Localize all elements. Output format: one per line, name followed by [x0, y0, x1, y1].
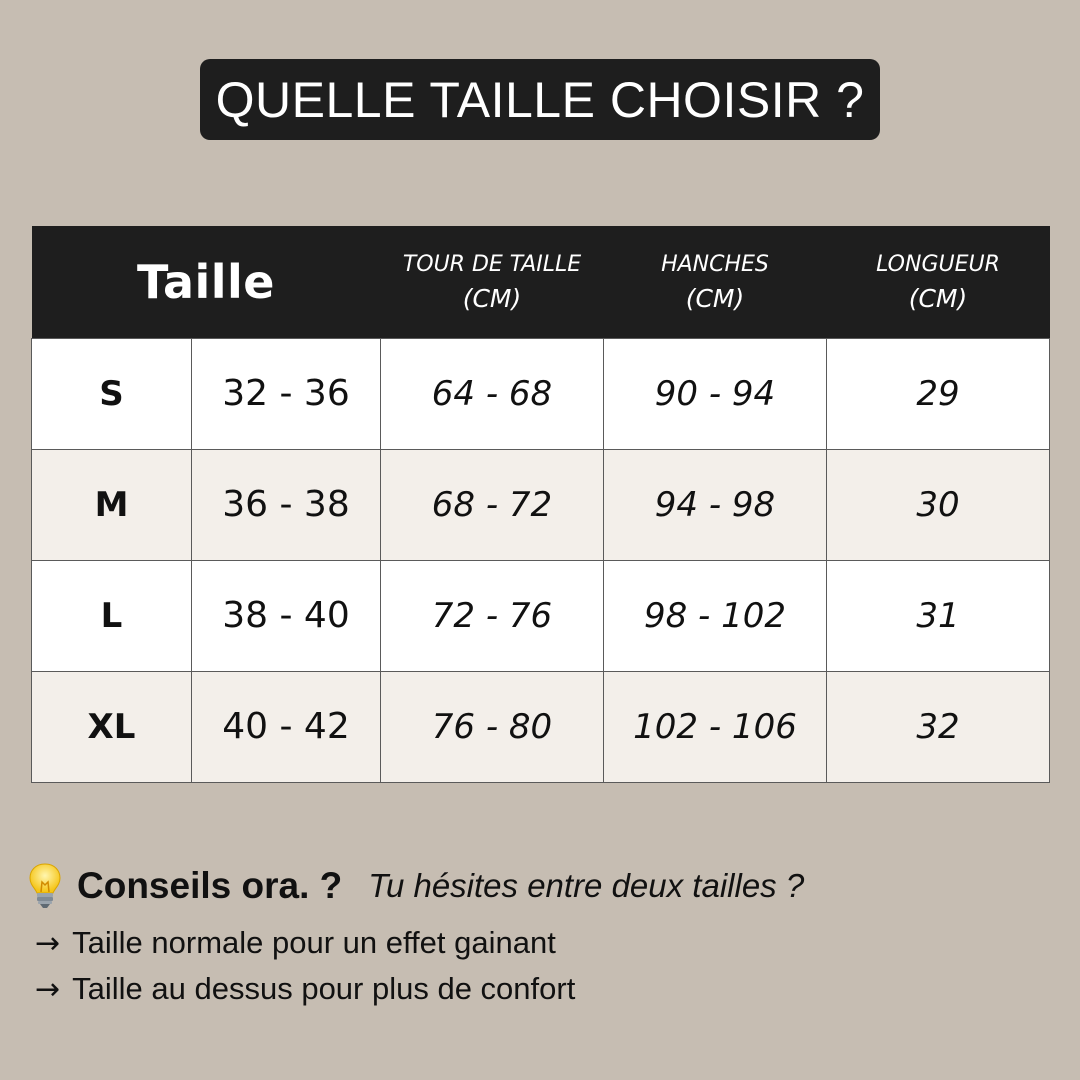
size-chart-table [31, 226, 1050, 783]
tips-section [27, 858, 1057, 1012]
longueur-cell: 30 [827, 449, 1050, 560]
tip-line [35, 920, 1057, 966]
hanches-cell: 102 - 106 [604, 671, 827, 782]
tips-header [27, 858, 1057, 914]
tour-de-taille-cell: 64 - 68 [381, 338, 604, 449]
hanches-cell: 98 - 102 [604, 560, 827, 671]
tips-title: Conseils ora. ? [77, 865, 343, 906]
header-taille: Taille [137, 254, 275, 309]
table-row [32, 449, 1050, 560]
table-header-row [32, 226, 1050, 338]
hanches-cell: 94 - 98 [604, 449, 827, 560]
tip-text: Taille au dessus pour plus de confort [72, 971, 576, 1006]
tour-de-taille-cell: 72 - 76 [381, 560, 604, 671]
table-row [32, 560, 1050, 671]
header-tour-de-taille-label: TOUR DE TAILLE [402, 251, 582, 277]
header-longueur-unit: (CM) [908, 283, 968, 313]
table-row [32, 671, 1050, 782]
table-row [32, 338, 1050, 449]
header-longueur-label: LONGUEUR [876, 251, 1000, 277]
size-cell: XL [32, 671, 192, 782]
tip-text: Taille normale pour un effet gainant [72, 925, 556, 960]
tour-de-taille-cell: 76 - 80 [381, 671, 604, 782]
header-tour-de-taille [381, 226, 604, 338]
longueur-cell: 29 [827, 338, 1050, 449]
lightbulb-icon [27, 862, 63, 910]
page-title: QUELLE TAILLE CHOISIR ? [200, 59, 880, 140]
size-cell: M [32, 449, 192, 560]
size-cell: S [32, 338, 192, 449]
eu-size-cell: 32 - 36 [192, 338, 381, 449]
header-hanches-unit: (CM) [685, 283, 745, 313]
longueur-cell: 31 [827, 560, 1050, 671]
arrow-right-icon: → [35, 925, 61, 961]
longueur-cell: 32 [827, 671, 1050, 782]
tour-de-taille-cell: 68 - 72 [381, 449, 604, 560]
header-hanches [604, 226, 827, 338]
hanches-cell: 90 - 94 [604, 338, 827, 449]
arrow-right-icon: → [35, 971, 61, 1007]
eu-size-cell: 38 - 40 [192, 560, 381, 671]
header-tour-de-taille-unit: (CM) [462, 283, 522, 313]
eu-size-cell: 40 - 42 [192, 671, 381, 782]
header-longueur [827, 226, 1050, 338]
tip-line [35, 966, 1057, 1012]
tips-question: Tu hésites entre deux tailles ? [368, 867, 805, 904]
size-cell: L [32, 560, 192, 671]
eu-size-cell: 36 - 38 [192, 449, 381, 560]
header-hanches-label: HANCHES [661, 251, 769, 277]
